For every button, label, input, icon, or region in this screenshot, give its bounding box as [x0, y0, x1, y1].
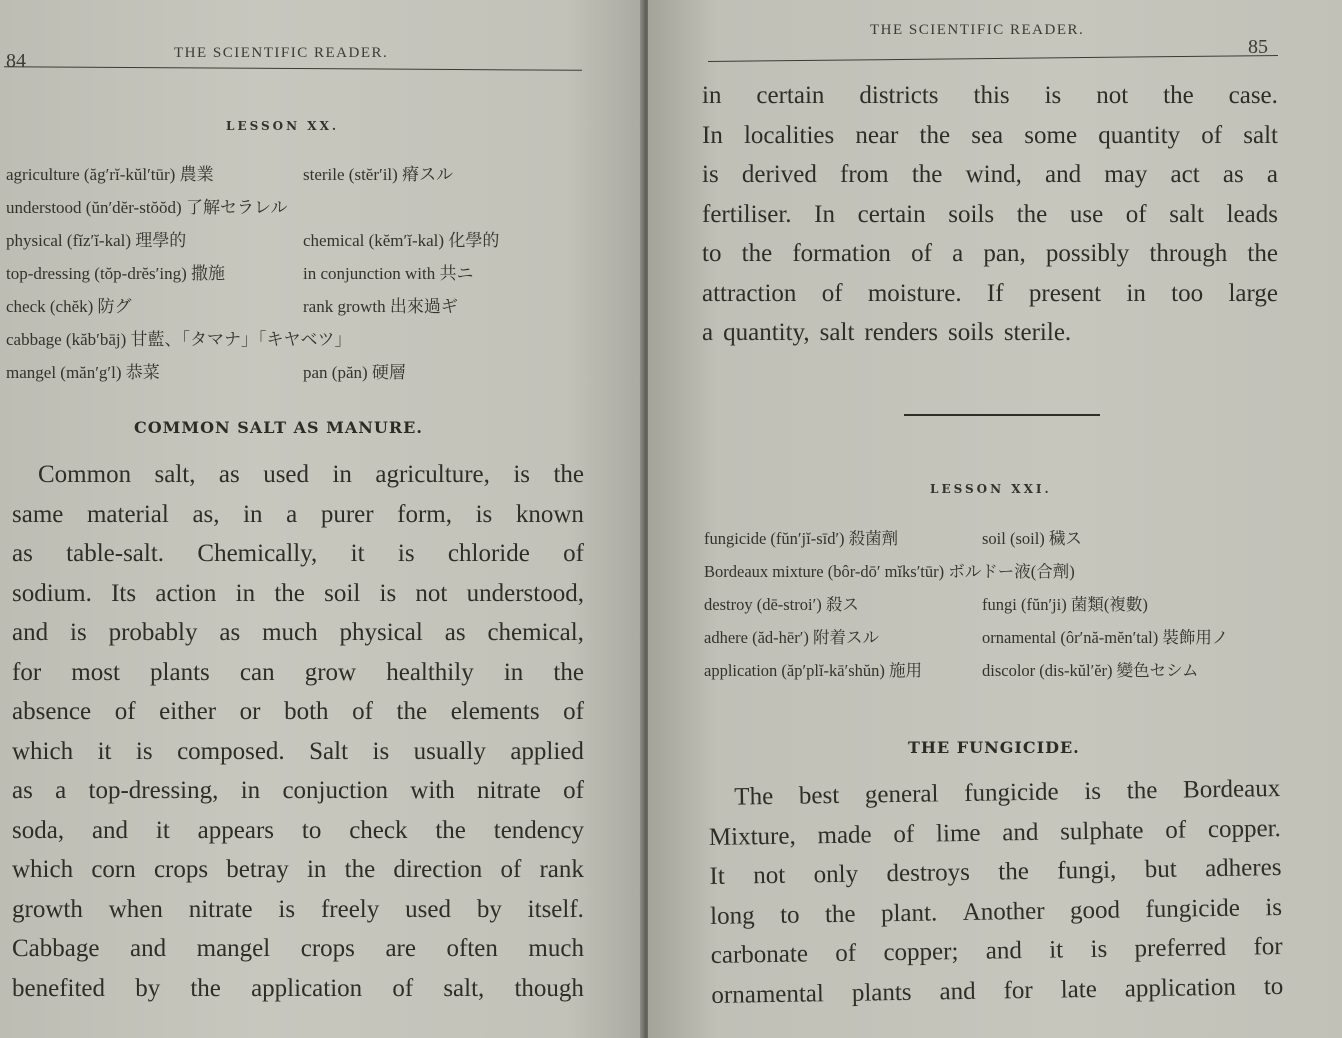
word: destroys: [886, 858, 971, 888]
word: form,: [397, 500, 452, 528]
word: quantity,: [723, 319, 810, 346]
vocab-entry: sterile (stĕr′il) 瘠スル: [303, 165, 454, 184]
word: used: [263, 461, 310, 488]
word: and: [91, 816, 129, 844]
word: the: [919, 121, 951, 149]
header-rule: [708, 55, 1278, 62]
word: sulphate: [1059, 816, 1144, 845]
vocab-entry: discolor (dis-kŭl′ĕr) 變色セシム: [982, 661, 1199, 680]
word: preferred: [1134, 933, 1227, 963]
word: Mixture,: [708, 822, 796, 851]
word: soda,: [12, 816, 65, 844]
text-line: [12, 771, 584, 811]
word: both: [284, 698, 329, 725]
word: of: [1125, 200, 1147, 228]
page-number: 84: [6, 50, 26, 72]
word: in: [243, 500, 263, 528]
word: the: [911, 161, 943, 188]
word: late: [1060, 975, 1098, 1003]
word: from: [840, 161, 889, 188]
word: sodium.: [12, 579, 92, 607]
vocab-entry: check (chĕk) 防グ: [6, 297, 132, 316]
word: is: [278, 895, 296, 923]
word: is: [70, 619, 87, 646]
word: fertiliser.: [702, 200, 792, 228]
word: quantity: [1098, 121, 1181, 149]
vocab-entry: adhere (ăd-hēr′) 附着スル: [704, 628, 879, 647]
word: which: [12, 856, 74, 883]
vocab-row: [704, 555, 1334, 588]
vocabulary-list: [6, 158, 616, 389]
word: copper;: [883, 938, 959, 967]
word: salt: [1169, 200, 1204, 228]
vocab-entry: ornamental (ôr′nă-mĕn′tal) 裝飾用ノ: [982, 628, 1229, 647]
word: ornamental: [711, 979, 825, 1009]
word: and: [1045, 161, 1082, 188]
text-line: [12, 495, 584, 535]
word: is: [1090, 935, 1108, 964]
word: action: [155, 579, 217, 607]
word: large: [1228, 279, 1278, 307]
word: is: [1044, 82, 1062, 109]
word: composed.: [177, 737, 285, 765]
body-text: [708, 769, 1284, 1015]
word: sea: [971, 121, 1004, 149]
word: of: [500, 856, 522, 883]
word: freely: [320, 895, 380, 923]
word: material: [86, 500, 169, 528]
body-text: [702, 76, 1278, 353]
word: though: [514, 974, 584, 1002]
word: much: [528, 935, 584, 962]
word: chloride: [447, 540, 530, 567]
word: it: [350, 540, 365, 567]
word: certain: [756, 82, 825, 109]
word: as: [444, 619, 466, 646]
word: Bordeaux: [1182, 775, 1281, 804]
word: direction: [393, 856, 483, 883]
text-line: [12, 692, 584, 732]
word: chemical,: [487, 619, 584, 646]
word: can: [239, 658, 275, 686]
word: soils: [947, 319, 994, 346]
word: is: [135, 737, 153, 765]
word: nitrate: [188, 895, 253, 923]
vocab-entry: destroy (dē-stroi′) 殺ス: [704, 595, 859, 614]
word: salt: [819, 319, 855, 346]
word: is: [397, 540, 415, 567]
word: pan,: [983, 240, 1026, 267]
word: absence: [12, 698, 92, 725]
word: but: [1144, 855, 1177, 884]
word: as: [1222, 161, 1244, 188]
word: the: [435, 816, 466, 844]
word: table-salt.: [66, 540, 165, 567]
word: through: [1149, 240, 1228, 267]
vocab-entry: rank growth 出來過ギ: [303, 297, 458, 316]
vocab-entry: chemical (kĕm′ĭ-kal) 化學的: [303, 231, 500, 250]
word: known: [515, 500, 584, 528]
text-line: [12, 811, 584, 851]
word: in: [332, 461, 352, 488]
vocab-row: [6, 224, 616, 257]
word: the: [553, 461, 584, 488]
word: and: [1002, 818, 1039, 846]
word: moisture.: [867, 279, 962, 307]
word: rank: [539, 856, 584, 883]
word: Common: [38, 461, 132, 488]
word: it: [155, 816, 170, 844]
text-line: [12, 653, 584, 693]
word: is: [1265, 893, 1283, 921]
vocab-entry: top-dressing (tŏp-drĕs′ing) 撒施: [6, 264, 226, 283]
word: of: [114, 698, 136, 725]
word: fungi,: [1057, 856, 1117, 885]
word: soil: [324, 579, 361, 607]
word: is: [513, 461, 530, 488]
word: which: [12, 737, 74, 765]
word: top-dressing,: [88, 777, 219, 804]
text-line: [12, 890, 584, 930]
word: act: [1170, 161, 1200, 188]
word: as,: [192, 500, 220, 528]
word: some: [1024, 121, 1078, 149]
word: the: [1126, 776, 1158, 805]
text-line: [12, 613, 584, 653]
vocab-entry: fungi (fŭn′ji) 菌類(複數): [982, 595, 1148, 614]
word: best: [798, 781, 840, 810]
vocab-entry: soil (soil) 穢ス: [982, 529, 1082, 548]
word: plant.: [880, 898, 938, 927]
word: to: [1263, 972, 1284, 1000]
word: nitrate: [477, 777, 541, 804]
word: good: [1069, 896, 1121, 924]
word: the: [741, 240, 773, 267]
section-heading: THE FUNGICIDE.: [908, 738, 1080, 757]
vocab-entry: pan (păn) 硬層: [303, 363, 406, 382]
word: and: [939, 977, 976, 1005]
word: mangel: [196, 935, 271, 962]
word: of: [821, 279, 843, 307]
text-line: [12, 574, 584, 614]
running-head: THE SCIENTIFIC READER.: [870, 22, 1085, 38]
word: to: [702, 240, 722, 267]
word: in: [240, 777, 261, 804]
word: is: [702, 161, 719, 188]
word: and: [130, 935, 167, 962]
word: It: [709, 862, 726, 890]
word: or: [239, 698, 261, 725]
text-line: [12, 850, 584, 890]
word: possibly: [1045, 240, 1130, 267]
word: a: [952, 240, 964, 267]
word: same: [12, 500, 64, 528]
text-line: [702, 116, 1278, 156]
text-line: [702, 274, 1278, 314]
word: a: [55, 777, 67, 804]
word: are: [385, 935, 416, 962]
word: to: [779, 901, 800, 929]
vocab-row: [6, 290, 616, 323]
word: in: [503, 658, 524, 686]
word: appears: [197, 816, 275, 844]
word: a: [286, 500, 298, 528]
word: the: [274, 579, 305, 607]
word: understood,: [466, 579, 584, 607]
vocab-entry: physical (fĭz′ĭ-kal) 理學的: [6, 231, 187, 250]
text-line: [12, 732, 584, 772]
word: growth: [12, 895, 83, 923]
word: The: [734, 782, 774, 811]
word: salt,: [154, 461, 196, 488]
word: the: [1163, 82, 1194, 109]
vocab-entry: Bordeaux mixture (bôr-dō′ mĭks′tūr) ボルドー液(合劑): [704, 562, 1075, 581]
word: betray: [226, 856, 289, 883]
word: of: [893, 820, 915, 848]
text-line: [702, 195, 1278, 235]
word: physical: [339, 619, 423, 646]
word: purer: [320, 500, 374, 528]
word: not: [753, 861, 786, 890]
word: of: [911, 240, 932, 267]
vocab-entry: agriculture (ăg′rĭ-kŭl′tūr) 農業: [6, 165, 214, 184]
word: for: [1253, 932, 1283, 961]
word: in: [306, 856, 327, 883]
word: is: [475, 500, 493, 528]
word: not: [415, 579, 448, 607]
word: usually: [413, 737, 486, 765]
word: not: [1096, 82, 1129, 109]
vocabulary-list: [704, 522, 1334, 687]
word: to: [301, 816, 322, 844]
lesson-title: LESSON XX.: [226, 119, 340, 133]
word: of: [563, 540, 584, 567]
word: it: [1049, 936, 1064, 964]
word: in: [1126, 279, 1146, 307]
word: of: [1201, 121, 1223, 149]
word: the: [998, 857, 1030, 886]
vocab-row: [704, 621, 1334, 654]
word: salt,: [443, 974, 485, 1002]
section-divider: [904, 414, 1100, 416]
word: districts: [859, 82, 939, 109]
word: itself.: [527, 895, 584, 923]
word: made: [817, 820, 872, 849]
word: applied: [510, 737, 584, 765]
word: lime: [935, 819, 981, 847]
word: copper.: [1207, 814, 1282, 843]
word: agriculture,: [375, 461, 490, 488]
word: of: [352, 698, 373, 725]
word: localities: [743, 121, 835, 149]
vocab-entry: mangel (măn′g′l) 恭菜: [6, 363, 160, 382]
word: the: [553, 658, 584, 686]
word: the: [396, 698, 428, 725]
word: long: [709, 901, 755, 930]
text-line: [12, 969, 584, 1009]
word: and: [12, 619, 49, 646]
word: crops: [300, 935, 355, 962]
word: the: [190, 974, 221, 1002]
word: elements: [450, 698, 540, 725]
word: plants: [851, 978, 912, 1007]
word: Its: [111, 579, 137, 607]
vocab-row: [704, 522, 1334, 555]
vocab-entry: application (ăp′plĭ-kā′shŭn) 施用: [704, 661, 922, 680]
word: fungicide: [1145, 894, 1241, 923]
word: derived: [741, 161, 817, 188]
word: as: [12, 777, 33, 804]
word: the: [1247, 240, 1278, 267]
word: If: [986, 279, 1004, 307]
vocab-row: [704, 588, 1334, 621]
word: near: [855, 121, 899, 149]
vocab-row: [6, 257, 616, 290]
word: tendency: [493, 816, 584, 844]
word: the: [344, 856, 376, 883]
word: fungicide: [963, 778, 1059, 807]
word: adheres: [1204, 854, 1282, 883]
word: used: [405, 895, 451, 923]
text-line: [702, 234, 1278, 274]
word: by: [135, 974, 161, 1002]
word: soils: [948, 200, 995, 228]
word: too: [1171, 279, 1204, 307]
word: present: [1028, 279, 1102, 307]
vocab-row: [6, 158, 616, 191]
word: use: [1069, 200, 1104, 228]
text-line: [702, 76, 1278, 116]
word: of: [1165, 815, 1187, 844]
word: as: [218, 461, 240, 488]
text-line: [711, 966, 1284, 1014]
word: is: [372, 737, 390, 765]
running-head: THE SCIENTIFIC READER.: [174, 45, 389, 61]
word: of: [563, 698, 584, 725]
word: case.: [1228, 82, 1278, 109]
word: it: [97, 737, 112, 765]
word: of: [392, 974, 414, 1002]
word: grow: [304, 658, 357, 686]
word: when: [108, 895, 163, 923]
word: benefited: [12, 974, 106, 1002]
word: either: [159, 698, 217, 725]
word: a: [1266, 161, 1278, 188]
word: the: [824, 900, 856, 928]
word: sterile.: [1003, 319, 1072, 346]
word: conjuction: [282, 777, 388, 804]
word: much: [262, 619, 318, 646]
word: is: [1084, 777, 1102, 806]
word: renders: [864, 319, 938, 346]
word: In: [814, 200, 835, 228]
word: and: [985, 937, 1023, 965]
text-line: [702, 313, 1278, 353]
word: Cabbage: [12, 935, 100, 962]
word: formation: [792, 240, 891, 267]
page-number: 85: [1248, 36, 1268, 58]
word: leads: [1226, 200, 1278, 228]
right-page: [648, 0, 1342, 1038]
vocab-row: [704, 654, 1334, 687]
lesson-title: LESSON XXI.: [930, 482, 1052, 496]
word: in: [235, 579, 256, 607]
text-line: [12, 534, 584, 574]
vocab-row: [6, 191, 616, 224]
vocab-entry: in conjunction with 共ニ: [303, 264, 474, 283]
text-line: [702, 155, 1278, 195]
vocab-entry: understood (ŭn′dĕr-stŏŏd) 了解セラレル: [6, 198, 288, 217]
word: for: [1003, 976, 1033, 1004]
word: the: [1016, 200, 1048, 228]
text-line: [12, 929, 584, 969]
vocab-row: [6, 356, 616, 389]
word: check: [349, 816, 408, 844]
word: application: [1124, 973, 1237, 1002]
word: with: [410, 777, 455, 804]
word: of: [563, 777, 584, 804]
word: may: [1104, 161, 1148, 188]
vocab-row: [6, 323, 616, 356]
word: plants: [150, 658, 210, 686]
word: Chemically,: [197, 540, 318, 567]
word: of: [835, 939, 857, 968]
word: attraction: [702, 279, 797, 307]
header-rule: [4, 66, 582, 71]
word: general: [864, 780, 939, 809]
word: often: [446, 935, 498, 962]
word: probably: [108, 619, 198, 646]
text-line: [12, 455, 584, 495]
word: Another: [962, 897, 1045, 926]
word: salt: [1243, 121, 1278, 149]
word: by: [476, 895, 502, 923]
word: this: [973, 82, 1010, 109]
word: certain: [857, 200, 926, 228]
word: In: [702, 121, 723, 149]
word: as: [12, 540, 33, 567]
word: only: [813, 860, 859, 889]
word: in: [702, 82, 722, 109]
left-page: [0, 0, 644, 1038]
word: most: [71, 658, 120, 686]
word: corn: [91, 856, 136, 883]
word: for: [12, 658, 42, 686]
word: crops: [153, 856, 209, 883]
word: healthily: [386, 658, 474, 686]
word: Salt: [309, 737, 349, 765]
word: carbonate: [710, 940, 809, 969]
body-text: [12, 455, 584, 1008]
word: as: [219, 619, 241, 646]
vocab-entry: cabbage (kăb′bāj) 甘藍、「タマナ」「キヤベツ」: [6, 330, 352, 349]
vocab-entry: fungicide (fŭn′jĭ-sīd′) 殺菌劑: [704, 529, 899, 548]
word: is: [379, 579, 397, 607]
word: wind,: [965, 161, 1022, 188]
word: a: [702, 319, 714, 346]
section-heading: COMMON SALT AS MANURE.: [134, 418, 423, 437]
word: application: [251, 974, 363, 1002]
